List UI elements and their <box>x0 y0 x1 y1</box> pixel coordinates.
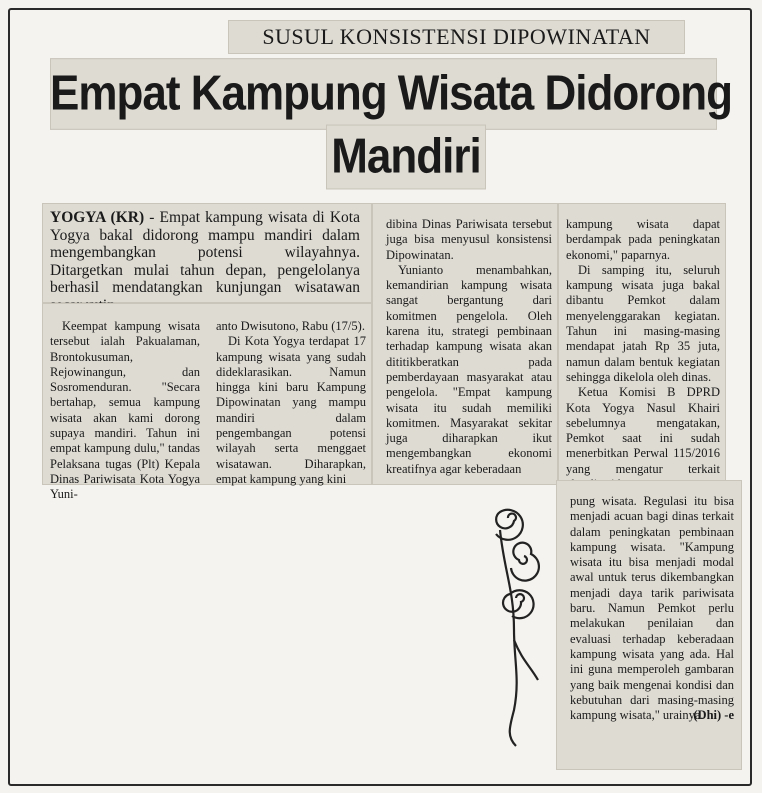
article-headline-line2: Mandiri <box>326 125 486 190</box>
paragraph: Yunianto menambahkan, kemandirian kampung wisata sangat bergantung dari komitmen pengelola. Oleh karena itu, strategi pembinaan terhadap kampung wisata akan dititikberatkan pada pemberdayaan masyarakat atau pengelola. "Empat kampung wisata itu sudah memiliki komitmen. Masyarakat sekitar juga diharapkan ikut mengembangkan ekonomi kreatifnya agar keberadaan <box>386 262 552 476</box>
article-kicker: SUSUL KONSISTENSI DIPOWINATAN <box>228 20 685 54</box>
article-column-a <box>42 303 372 502</box>
paragraph: anto Dwisutono, Rabu (17/5). <box>216 319 365 333</box>
dateline: YOGYA (KR) <box>50 209 145 226</box>
article-column-b <box>372 203 558 485</box>
paragraph: Keempat kampung wisata tersebut ialah Pakualaman, Brontokusuman, Rejowinangun, dan Sosromenduran. "Secara bertahap, semua kampung wisata akan kami dorong supaya mandiri. Tahun ini empat kampung dulu," tandas Pelaksana tugas (Plt) Kepala Dinas Pariwisata Kota Yogya Yuni- <box>50 319 200 502</box>
paragraph: kampung wisata dapat berdampak pada peningkatan ekonomi," paparnya. <box>566 217 720 262</box>
article-headline-line1: Empat Kampung Wisata Didorong <box>50 58 717 130</box>
article-column-c <box>558 203 726 485</box>
paragraph: Di Kota Yogya terdapat 17 kampung wisata yang sudah dideklarasikan. Namun hingga kini baru Kampung Dipowinatan yang mampu mandiri dalam pengembangan potensi wilayah serta menggaet wisatawan. Diharapkan, empat kampung yang kini <box>216 334 366 486</box>
paragraph: Ketua Komisi B DPRD Kota Yogya Nasul Khairi sebelumnya mengatakan, Pemkot saat ini sudah menerbitkan Perwal 115/2016 yang mengatur terkait <box>566 385 720 476</box>
article-lead <box>42 203 372 303</box>
author-signature: (Dhi) -e <box>693 708 734 723</box>
paragraph: dibina Dinas Pariwisata tersebut juga bisa menyusul konsistensi Dipowinatan. <box>386 217 552 262</box>
lead-text: - Empat kampung wisata di Kota Yogya bakal didorong mampu mandiri dalam mengembangkan potensi wilayahnya. Ditargetkan mulai tahun depan, pengelolanya berhasil mendatangkan kunjungan wisatawan <box>50 209 360 297</box>
paragraph: Di samping itu, seluruh kampung wisata juga bakal dibantu Pemkot dalam menyelenggarakan kegiatan. Tahun ini masing-masing mendapat jatah Rp 35 juta, namun dalam bentuk kegiatan sehingga dikelola oleh dinas. <box>566 262 720 384</box>
decorative-swirl-icon <box>470 490 550 750</box>
paragraph: pung wisata. Regulasi itu bisa menjadi acuan bagi dinas terkait dalam peningkatan pembinaan kampung wisata. "Kampung wisata itu bisa menjadi modal awal untuk terus dikembangkan menjadi daya tarik pariwisata baru. Namun Pemkot perlu melakukan penilaian dan evaluasi terhadap keberadaan kampung wisata yang ada. Hal ini guna memperoleh gambaran yang baik mengenai kondisi dan kebutuhan dari masing-masing kampung wisata," urainya. <box>570 494 734 723</box>
article-column-d <box>556 480 742 770</box>
